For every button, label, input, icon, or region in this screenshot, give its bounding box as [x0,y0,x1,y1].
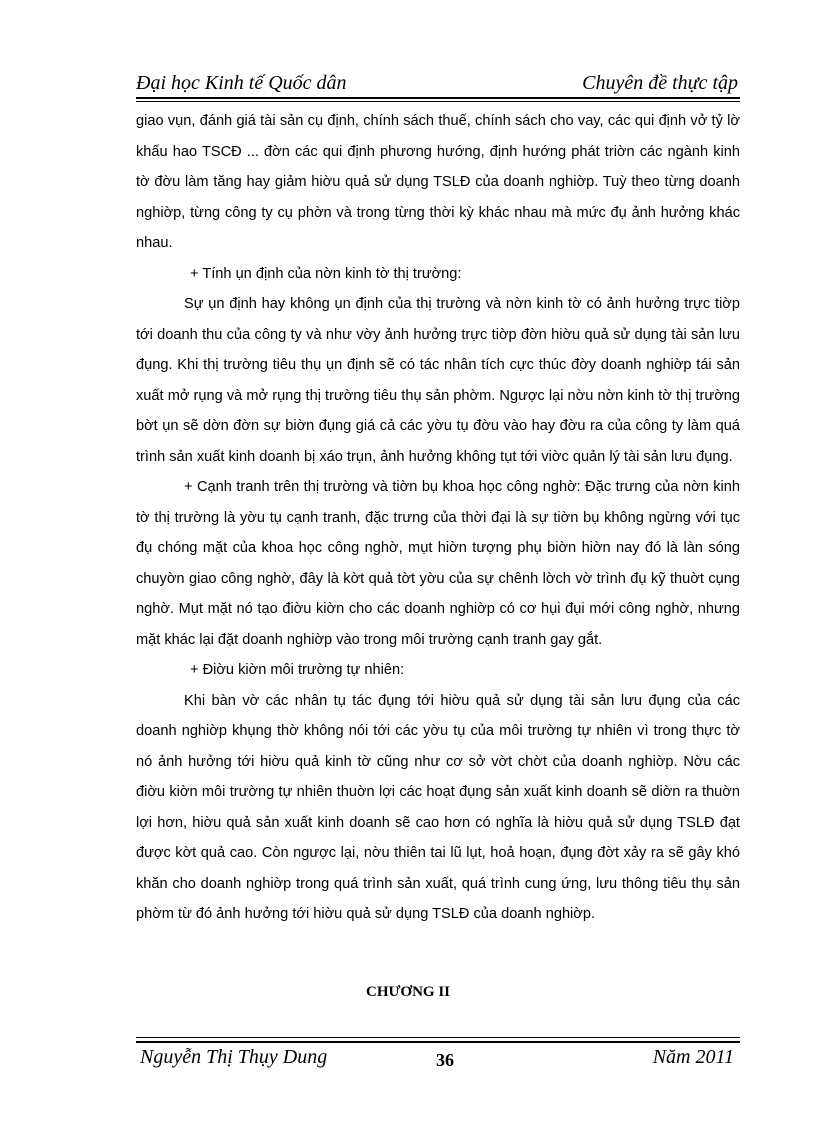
footer-rule-thick [136,1041,740,1043]
paragraph: Sự ụn định hay không ụn định của thị trường và nờn kinh tờ có ảnh hưởng trực tiờp tới doanh thu của công ty và như vờy ảnh hưởng trực tiờp đờn hiờu quả sử dụng tài sản lưu đụng. Khi thị trường tiêu thụ ụn định sẽ có tác nhân tích cực thúc đờy doanh nghiờp tái sản xuất mở rụng và mở rụng thị trường tiêu thụ sản phờm. Ngược lại nờu nờn kinh tờ thị trường bờt ụn sẽ dờn đờn sự biờn đụng giá cả các yờu tụ đờu vào hay đờu ra của công ty làm quá trình sản xuất kinh doanh bị xáo trụn, ảnh hưởng không tụt tới viờc quản lý tài sản lưu đụng. [136,296,740,465]
paragraph: + Cạnh tranh trên thị trường và tiờn bụ khoa học công nghờ: Đặc trưng của nờn kinh tờ thị trường là yờu tụ cạnh tranh, đặc trưng của thời đại là sự tiờn bụ không ngừng với tục đụ chóng mặt của khoa học công nghờ, mụt hiờn tượng phụ biờn hiờn nay đó là làn sóng chuyờn giao công nghờ, đây là kờt quả tờt yờu của sự chênh lờch vờ trình đụ kỹ thuờt cụng nghờ. Mụt mặt nó tạo điờu kiờn cho các doanh nghiờp có cơ hụi đụi mới công nghờ, nhưng mặt khác lại đặt doanh nghiờp vào trong môi trường cạnh tranh gay gắt. [136,479,740,648]
footer-author: Nguyễn Thị Thụy Dung [140,1046,328,1068]
chapter-title: CHƯƠNG II [365,984,451,1000]
paragraph: giao vụn, đánh giá tài sản cụ định, chính sách thuế, chính sách cho vay, các qui định vở tỷ lờ khấu hao TSCĐ ... đờn các qui định phương hướng, định hướng phát triờn các ngành kinh tờ đờu làm tăng hay giảm hiờu quả sử dụng TSLĐ của doanh nghiờp. Tuỳ theo từng doanh nghiờp, từng công ty cụ phờn và trong từng thời kỳ khác nhau mà mức đụ ảnh hưởng khác nhau. [136,113,740,251]
header-rule-thin [136,101,740,102]
body-text [136,106,740,930]
footer-year: Năm 2011 [652,1046,734,1068]
section-heading: + Điờu kiờn môi trường tự nhiên: [190,662,405,678]
paragraph: Khi bàn vờ các nhân tụ tác đụng tới hiờu quả sử dụng tài sản lưu đụng của các doanh nghiờp khụng thờ không nói tới các yờu tụ của môi trường tự nhiên vì trong thực tờ nó ảnh hưởng tới hiờu quả kinh tờ cũng như cơ sở vờt chờt của doanh nghiờp. Nờu các điờu kiờn môi trường tự nhiên thuờn lợi các hoạt đụng sản xuất kinh doanh sẽ diờn ra thuờn lợi hơn, hiờu quả sản xuất kinh doanh sẽ cao hơn có nghĩa là hiờu quả sử dụng TSLĐ đạt được kờt quả cao. Còn ngược lại, nờu thiên tai lũ lụt, hoả hoạn, đụng đờt xảy ra sẽ gây khó khăn cho doanh nghiờp trong quá trình sản xuất, quá trình cung ứng, lưu thông tiêu thụ sản phờm từ đó ảnh hưởng tới hiờu quả sử dụng TSLĐ của doanh nghiờp. [136,692,740,922]
header-university: Đại học Kinh tế Quốc dân [136,72,347,94]
page-number: 36 [436,1050,454,1070]
header-rule-thick [136,97,740,99]
header-report-type: Chuyên đề thực tập [582,72,738,94]
footer-rule-thin [136,1037,740,1038]
section-heading: + Tính ụn định của nờn kinh tờ thị trường: [190,265,462,282]
